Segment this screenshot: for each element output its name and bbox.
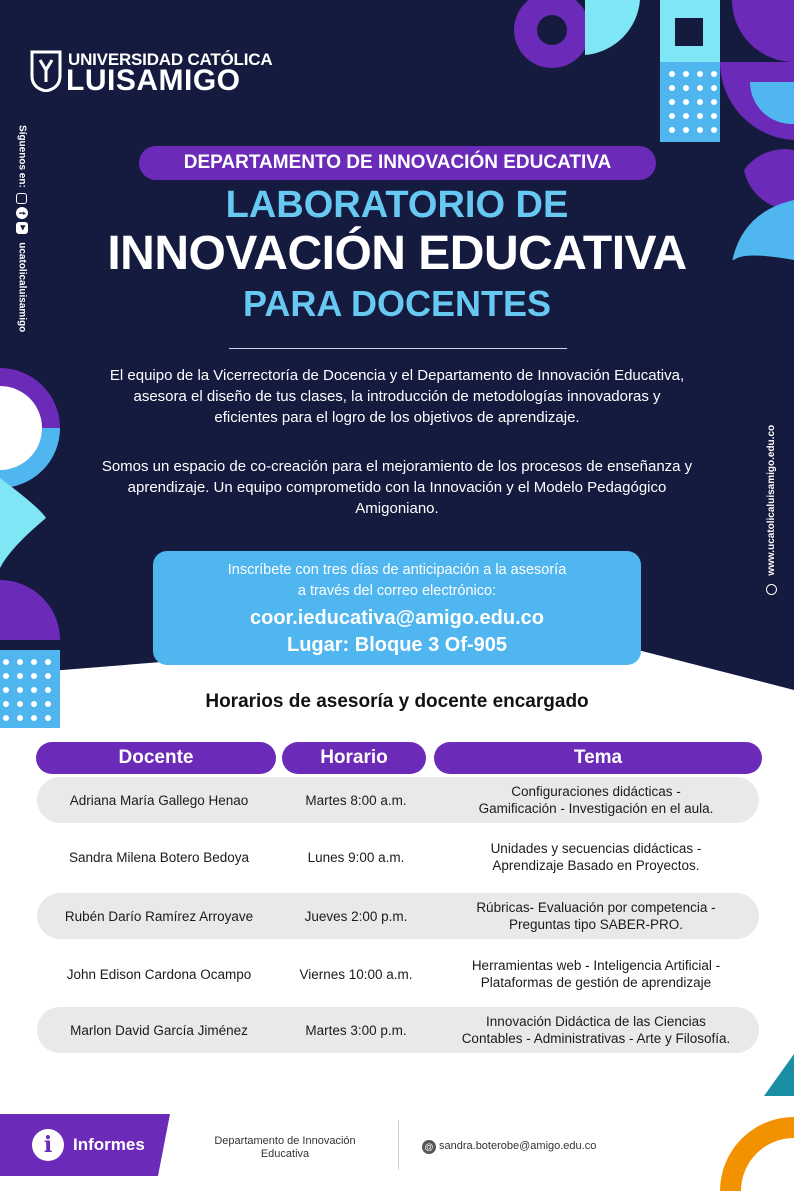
- facebook-icon[interactable]: f: [16, 207, 28, 219]
- horario-cell: Jueves 2:00 p.m.: [304, 908, 408, 924]
- info-label: Informes: [73, 1135, 145, 1154]
- follow-label: Síguenos en: f ▶ ucatolicaluisamigo: [16, 125, 28, 333]
- tema-cell: Unidades y secuencias didácticas - Aprendizaje Basado en Proyectos.: [490, 841, 702, 873]
- docente-cell: John Edison Cardona Ocampo: [66, 966, 252, 982]
- divider: [229, 348, 567, 349]
- docente-cell: Sandra Milena Botero Bedoya: [68, 849, 250, 865]
- callout-email-link[interactable]: coor.ieducativa@amigo.edu.co: [249, 607, 545, 629]
- schedule-title: Horarios de asesoría y docente encargado: [205, 691, 589, 712]
- table-row: [37, 1007, 759, 1053]
- docente-cell: Rubén Darío Ramírez Arroyave: [64, 908, 254, 924]
- decorative-shapes-left: [0, 368, 60, 728]
- logo-line2: LUISAMIGO: [66, 64, 241, 97]
- tema-cell: Herramientas web - Inteligencia Artificial - Plataformas de gestión de aprendizaje: [471, 958, 721, 990]
- horario-cell: Martes 8:00 a.m.: [305, 792, 407, 808]
- footer-separator: [398, 1120, 399, 1170]
- callout-line2: a través del correo electrónico:: [297, 583, 497, 599]
- decorative-shapes-bottom-right: [700, 1040, 794, 1191]
- title-line2: INNOVACIÓN EDUCATIVA: [107, 227, 687, 280]
- intro-paragraph-1: El equipo de la Vicerrectoría de Docencia y el Departamento de Innovación Educativa, asesora el diseño de tus clases, la introducción de metodologías innovadoras y eficientes para el logro de los objetivos de aprendizaje.: [109, 367, 685, 426]
- header-horario: Horario: [282, 742, 426, 774]
- logo-emblem-icon: [30, 50, 62, 92]
- logo-line1: UNIVERSIDAD CATÓLICA: [68, 50, 273, 69]
- table-row: [37, 834, 759, 880]
- callout-location: Lugar: Bloque 3 Of-905: [286, 634, 508, 656]
- docente-cell: Marlon David García Jiménez: [70, 1022, 248, 1038]
- header-tema: Tema: [434, 742, 762, 774]
- social-follow: [8, 125, 32, 355]
- table-row: [37, 951, 759, 997]
- mail-icon: @: [422, 1140, 436, 1154]
- title-line3: PARA DOCENTES: [242, 283, 552, 324]
- department-badge: DEPARTAMENTO DE INNOVACIÓN EDUCATIVA: [139, 146, 656, 180]
- registration-callout: [153, 551, 641, 665]
- docente-cell: Adriana María Gallego Henao: [69, 792, 249, 808]
- university-logo: [30, 48, 273, 98]
- header-docente: Docente: [36, 742, 276, 774]
- footer-department: Departamento de Innovación Educativa: [214, 1135, 356, 1160]
- website-link[interactable]: www.ucatolicaluisamigo.edu.co: [766, 425, 777, 595]
- instagram-icon[interactable]: [17, 193, 28, 204]
- horario-cell: Viernes 10:00 a.m.: [299, 966, 413, 982]
- web-icon: [766, 584, 777, 595]
- callout-line1: Inscríbete con tres días de anticipación a la asesoría: [227, 562, 567, 578]
- title-line1: LABORATORIO DE: [225, 184, 569, 226]
- horario-cell: Lunes 9:00 a.m.: [307, 849, 405, 865]
- tema-cell: Configuraciones didácticas - Gamificación - Investigación en el aula.: [478, 784, 714, 816]
- horario-cell: Martes 3:00 p.m.: [305, 1022, 407, 1038]
- table-row: [37, 893, 759, 939]
- youtube-icon[interactable]: ▶: [16, 222, 28, 234]
- social-handle[interactable]: ucatolicaluisamigo: [16, 242, 28, 333]
- table-row: [37, 777, 759, 823]
- info-icon: i: [32, 1129, 64, 1161]
- tema-cell: Innovación Didáctica de las Ciencias Contables - Administrativas - Arte y Filosofía.: [461, 1014, 731, 1046]
- tema-cell: Rúbricas- Evaluación por competencia - Preguntas tipo SABER-PRO.: [476, 900, 716, 932]
- footer-email-link[interactable]: sandra.boterobe@amigo.edu.co: [439, 1140, 597, 1152]
- intro-paragraph-2: Somos un espacio de co-creación para el mejoramiento de los procesos de enseñanza y aprendizaje. Un equipo comprometido con la Innovación y el Modelo Pedagógico Amigoniano.: [101, 458, 693, 517]
- website-vertical: [764, 405, 788, 605]
